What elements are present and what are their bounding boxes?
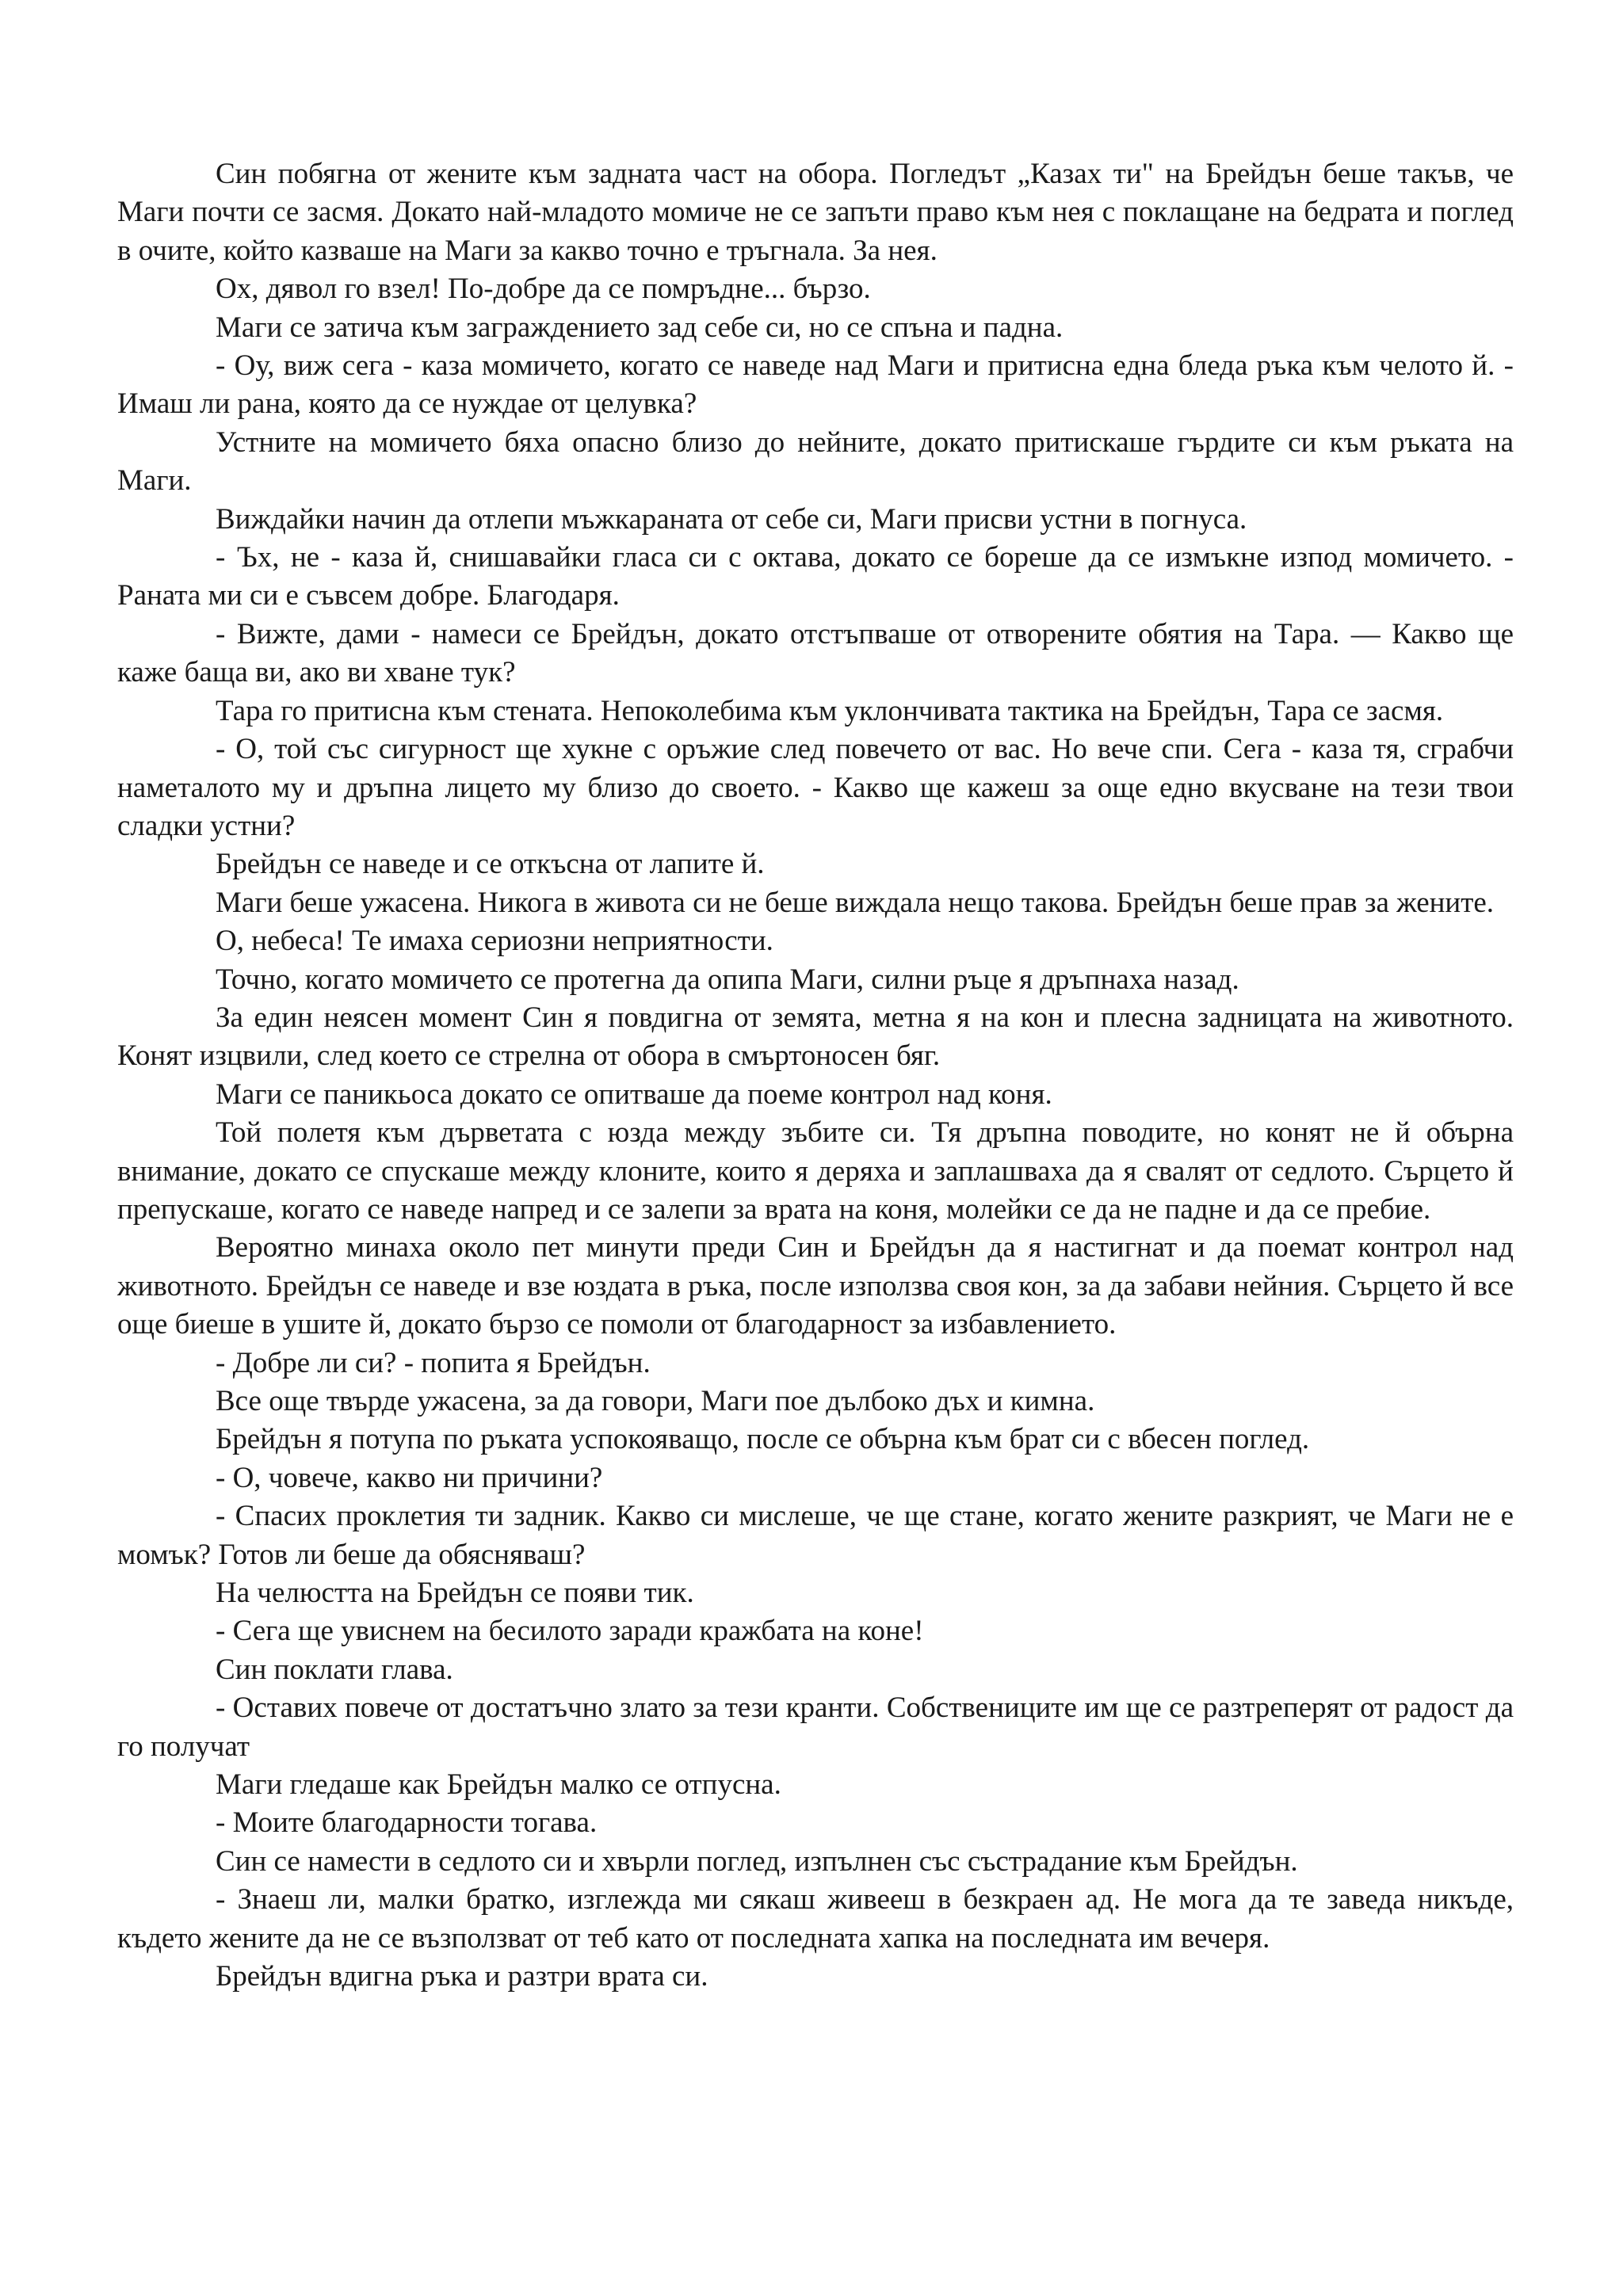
paragraph: Брейдън я потупа по ръката успокояващо, после се обърна към брат си с вбесен поглед. — [216, 1423, 1310, 1456]
paragraph: - Ъх, не - каза й, снишавайки гласа си с октава, докато се бореше да се измъкне изпод момичето. - Раната ми си е съвсем добре. Благодаря. — [117, 541, 1514, 612]
paragraph: - Оу, виж сега - каза момичето, когато се наведе над Маги и притисна една бледа ръка към челото й. - Имаш ли рана, която да се нуждае от целувка? — [117, 349, 1514, 421]
paragraph: За един неясен момент Син я повдигна от земята, метна я на кон и плесна задницата на животното. Конят изцвили, след което се стрелна от обора в смъртоносен бяг. — [117, 1001, 1514, 1073]
paragraph: Маги се паникьоса докато се опитваше да поеме контрол над коня. — [216, 1077, 1052, 1111]
paragraph: - О, човече, какво ни причини? — [216, 1461, 603, 1494]
paragraph: На челюстта на Брейдън се появи тик. — [216, 1577, 694, 1610]
paragraph: Все още твърде ужасена, за да говори, Маги пое дълбоко дъх и кимна. — [216, 1385, 1095, 1417]
paragraph: Устните на момичето бяха опасно близо до нейните, докато притискаше гърдите си към ръката на Маги. — [117, 425, 1514, 498]
paragraph: Ох, дявол го взел! По-добре да се помръдне... бързо. — [216, 273, 871, 306]
paragraph: - Добре ли си? - попита я Брейдън. — [216, 1346, 651, 1379]
paragraph: Брейдън вдигна ръка и разтри врата си. — [216, 1960, 708, 1993]
paragraph: Маги беше ужасена. Никога в живота си не беше виждала нещо такова. Брейдън беше прав за жените. — [216, 886, 1495, 919]
paragraph: - Знаеш ли, малки братко, изглежда ми сякаш живееш в безкраен ад. Не мога да те заведа никъде, където жените да не се възползват от теб като от последната хапка на последната им вечеря. — [117, 1883, 1514, 1955]
paragraph: Син се намести в седлото си и хвърли поглед, изпълнен със състрадание към Брейдън. — [216, 1844, 1298, 1878]
paragraph: Маги гледаше как Брейдън малко се отпусна. — [216, 1768, 781, 1802]
paragraph: Той полетя към дърветата с юзда между зъбите си. Тя дръпна поводите, но конят не й обърна внимание, докато се спускаше между клоните, които я деряха и заплашваха да я свалят от седлото. Сърцето й препускаше, когато се наведе напред и се залепи за врата на коня, молейки се да не падне и да се пребие. — [117, 1116, 1514, 1226]
paragraph: - Вижте, дами - намеси се Брейдън, докато отстъпваше от отворените обятия на Тара. — Какво ще каже баща ви, ако ви хване тук? — [117, 617, 1514, 689]
paragraph: Брейдън се наведе и се откъсна от лапите й. — [216, 848, 765, 881]
paragraph: Син поклати глава. — [216, 1653, 453, 1686]
paragraph: - Спасих проклетия ти задник. Какво си мислеше, че ще стане, когато жените разкрият, че Маги не е момък? Готов ли беше да обясняваш? — [117, 1500, 1514, 1571]
paragraph: - Оставих повече от достатъчно злато за тези кранти. Собствениците им ще се разтреперят от радост да го получат — [117, 1691, 1514, 1763]
paragraph: Маги се затича към заграждението зад себе си, но се спъна и падна. — [216, 311, 1064, 344]
paragraph: Виждайки начин да отлепи мъжкараната от себе си, Маги присви устни в погнуса. — [216, 502, 1247, 536]
paragraph: Точно, когато момичето се протегна да опипа Маги, силни ръце я дръпнаха назад. — [216, 963, 1239, 996]
paragraph: - Моите благодарности тогава. — [216, 1806, 598, 1840]
paragraph: О, небеса! Те имаха сериозни неприятности. — [216, 925, 773, 958]
document-page — [117, 155, 1514, 1997]
paragraph: - О, той със сигурност ще хукне с оръжие след повечето от вас. Но вече спи. Сега - каза тя, сграбчи наметалото му и дръпна лицето му близо до своето. - Какво ще кажеш за още едно вкусване на тези твои сладки устни? — [117, 733, 1514, 842]
paragraph: Син побягна от жените към задната част на обора. Погледът „Казах ти" на Брейдън беше такъв, че Маги почти се засмя. Докато най-младото момиче не се запъти право към нея с поклащане на бедрата и поглед в очите, който казваше на Маги за какво точно е тръгнала. За нея. — [117, 158, 1514, 267]
paragraph: - Сега ще увиснем на бесилото заради кражбата на коне! — [216, 1615, 924, 1648]
paragraph: Тара го притисна към стената. Непоколебима към уклончивата тактика на Брейдън, Тара се засмя. — [216, 694, 1444, 727]
paragraph: Вероятно минаха около пет минути преди Син и Брейдън да я настигнат и да поемат контрол над животното. Брейдън се наведе и взе юздата в ръка, после използва своя кон, за да забави нейния. Сърцето й все още биеше в ушите й, докато бързо се помоли от благодарност за избавлението. — [117, 1231, 1514, 1341]
